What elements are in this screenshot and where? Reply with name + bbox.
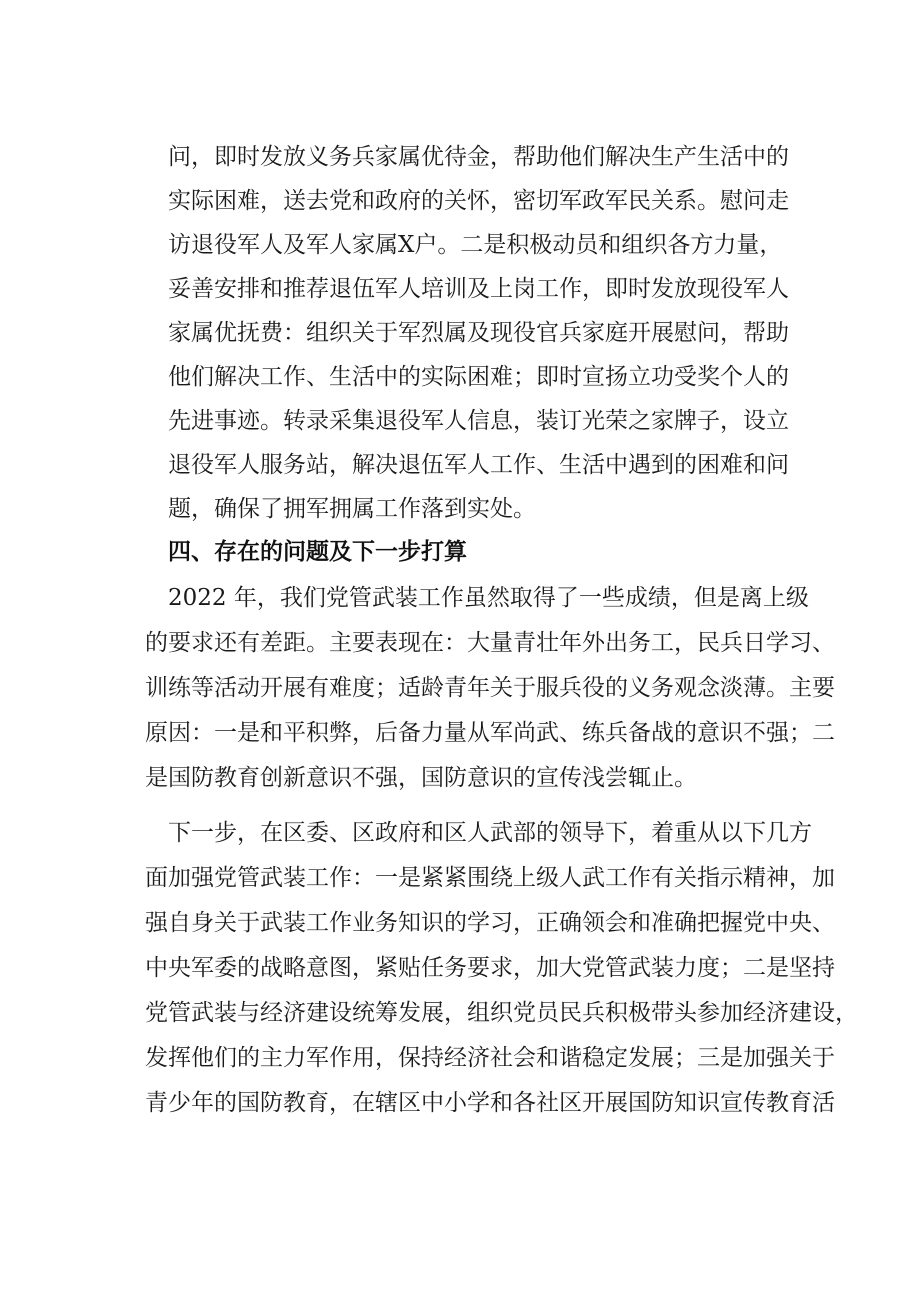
paragraph-line: 是国防教育创新意识不强，国防意识的宣传浅尝辄止。	[145, 765, 697, 791]
paragraph-line: 训练等活动开展有难度；适龄青年关于服兵役的义务观念淡薄。主要	[145, 675, 835, 701]
paragraph-line: 青少年的国防教育，在辖区中小学和各社区开展国防知识宣传教育活	[145, 1090, 835, 1116]
paragraph-line: 党管武装与经济建设统筹发展，组织党员民兵积极带头参加经济建设，	[145, 1000, 858, 1026]
paragraph-line: 妥善安排和推荐退伍军人培训及上岗工作，即时发放现役军人	[168, 276, 789, 302]
paragraph-line: 发挥他们的主力军作用，保持经济社会和谐稳定发展；三是加强关于	[145, 1045, 835, 1071]
paragraph-line: 中央军委的战略意图，紧贴任务要求，加大党管武装力度；二是坚持	[145, 955, 835, 981]
paragraph-line: 原因：一是和平积弊，后备力量从军尚武、练兵备战的意识不强；二	[145, 720, 835, 746]
paragraph-line: 访退役军人及军人家属X户。二是积极动员和组织各方力量，	[168, 232, 783, 258]
paragraph-line: 面加强党管武装工作：一是紧紧围绕上级人武工作有关指示精神，加	[145, 865, 835, 891]
section-heading: 四、存在的问题及下一步打算	[168, 539, 467, 565]
paragraph-line: 先进事迹。转录采集退役军人信息，装订光荣之家牌子，设立	[168, 408, 789, 434]
paragraph-line: 他们解决工作、生活中的实际困难；即时宣扬立功受奖个人的	[168, 364, 789, 390]
paragraph-line: 2022 年，我们党管武装工作虽然取得了一些成绩，但是离上级	[168, 585, 809, 611]
paragraph-line: 问，即时发放义务兵家属优待金，帮助他们解决生产生活中的	[168, 144, 789, 170]
paragraph-line: 退役军人服务站，解决退伍军人工作、生活中遇到的困难和问	[168, 452, 789, 478]
paragraph-line: 家属优抚费：组织关于军烈属及现役官兵家庭开展慰问，帮助	[168, 320, 789, 346]
paragraph-line: 的要求还有差距。主要表现在：大量青壮年外出务工，民兵日学习、	[145, 630, 835, 656]
paragraph-line: 下一步，在区委、区政府和区人武部的领导下，着重从以下几方	[168, 820, 812, 846]
paragraph-line: 实际困难，送去党和政府的关怀，密切军政军民关系。慰问走	[168, 188, 789, 214]
paragraph-line: 题，确保了拥军拥属工作落到实处。	[168, 496, 536, 522]
paragraph-line: 强自身关于武装工作业务知识的学习，正确领会和准确把握党中央、	[145, 910, 835, 936]
